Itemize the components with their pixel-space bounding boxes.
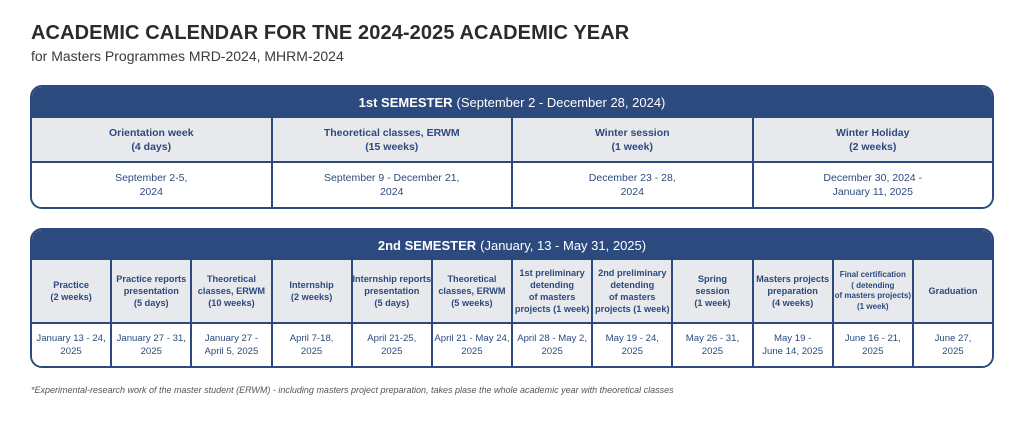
- period-date-line: 2025: [140, 346, 162, 357]
- period-name-cell: [754, 260, 834, 322]
- period-date-line: September 9 - December 21,: [324, 172, 460, 184]
- period-name-cell: [32, 118, 273, 161]
- period-date-cell: [513, 324, 593, 366]
- period-name-line: Masters projects: [756, 274, 830, 284]
- period-name-line: 2nd preliminary: [598, 268, 667, 278]
- semester-1-period-dates: [32, 163, 992, 207]
- semester-1-period-names: [32, 118, 992, 163]
- period-name-cell: [513, 260, 593, 322]
- period-date-line: January 11, 2025: [832, 186, 913, 198]
- period-name-line: Spring: [697, 274, 727, 284]
- semester-1-label: 1st SEMESTER: [358, 95, 453, 110]
- page-subtitle: for Masters Programmes MRD-2024, MHRM-2024: [31, 48, 344, 64]
- period-date-cell: [273, 163, 514, 207]
- semester-1-header: [32, 87, 992, 118]
- footnote: *Experimental-research work of the master student (ERWM) - including masters project preparation, takes plase the whole academic year with theoretical classes: [31, 385, 674, 395]
- period-name-line: Winter session: [594, 126, 670, 139]
- period-name-cell: [593, 260, 673, 322]
- period-name-line: projects (1 week): [514, 304, 590, 314]
- period-date-cell: [32, 324, 112, 366]
- period-name-line: (15 weeks): [365, 140, 419, 153]
- period-name-line: Practice: [53, 280, 89, 290]
- period-name-cell: [353, 260, 433, 322]
- period-date-line: April 21-25,: [367, 333, 417, 344]
- period-date-line: 2025: [300, 346, 323, 357]
- period-date-line: January 27 - 31,: [116, 333, 186, 344]
- period-name-line: of masters: [528, 292, 576, 302]
- period-date-line: 2025: [862, 346, 884, 357]
- period-name-line: Final certification: [839, 270, 906, 279]
- period-date-line: 2025: [621, 346, 643, 357]
- period-name-cell: [754, 118, 993, 161]
- period-date-cell: [433, 324, 513, 366]
- period-name-line: Graduation: [928, 286, 978, 296]
- period-date-line: May 26 - 31,: [685, 333, 740, 344]
- period-name-line: (2 weeks): [849, 140, 897, 153]
- period-name-cell: [834, 260, 914, 322]
- period-date-cell: [32, 163, 273, 207]
- period-name-line: preparation: [767, 286, 818, 296]
- period-date-line: December 30, 2024 -: [823, 172, 923, 184]
- period-date-line: June 16 - 21,: [844, 333, 901, 344]
- period-name-line: classes, ERWM: [197, 286, 266, 296]
- semester-2-label: 2nd SEMESTER: [377, 237, 477, 253]
- period-date-line: 2024: [380, 186, 404, 198]
- period-date-line: September 2-5,: [115, 172, 188, 184]
- period-date-line: 2025: [541, 346, 563, 357]
- period-date-cell: [112, 324, 192, 366]
- period-name-line: (1 week): [611, 140, 653, 153]
- period-name-cell: [914, 260, 992, 322]
- period-name-cell: [513, 118, 754, 161]
- period-date-cell: [192, 324, 272, 366]
- period-date-line: April 7-18,: [289, 333, 334, 344]
- period-name-line: (5 days): [374, 298, 410, 308]
- period-name-line: Practice reports: [116, 274, 187, 284]
- period-date-cell: [673, 324, 753, 366]
- period-date-line: April 28 - May 2,: [517, 333, 588, 344]
- period-name-line: of masters: [609, 292, 656, 302]
- period-date-line: June 27,: [934, 333, 972, 344]
- period-name-line: presentation: [364, 286, 420, 296]
- period-date-line: April 5, 2025: [204, 346, 259, 357]
- period-name-line: presentation: [123, 286, 179, 296]
- period-date-line: 2025: [942, 346, 964, 357]
- period-name-cell: [433, 260, 513, 322]
- period-date-line: 2025: [701, 346, 724, 357]
- period-name-line: 1st preliminary: [519, 268, 585, 278]
- period-date-line: May 19 -: [773, 333, 812, 344]
- period-name-line: session: [695, 286, 730, 296]
- period-date-line: 2024: [139, 186, 163, 198]
- period-date-cell: [353, 324, 433, 366]
- period-name-line: (4 days): [131, 140, 172, 153]
- period-name-line: Winter Holiday: [836, 126, 910, 139]
- period-name-line: Internship reports: [352, 274, 432, 284]
- period-name-line: Theoretical: [447, 274, 497, 284]
- period-name-line: (2 weeks): [290, 292, 333, 302]
- period-name-line: Theoretical classes, ERWM: [323, 126, 460, 139]
- period-name-cell: [273, 260, 353, 322]
- period-date-line: June 14, 2025: [762, 346, 824, 357]
- period-name-line: (5 weeks): [451, 298, 493, 308]
- period-name-line: detending: [530, 280, 575, 290]
- period-name-line: Orientation week: [108, 126, 194, 139]
- period-date-cell: [834, 324, 914, 366]
- period-name-cell: [112, 260, 192, 322]
- semester-2-period-names: [32, 260, 992, 324]
- period-name-line: of masters projects): [834, 291, 912, 300]
- period-name-line: (4 weeks): [771, 298, 814, 308]
- period-date-cell: [754, 163, 993, 207]
- period-name-line: ( detending: [851, 280, 895, 290]
- period-name-cell: [673, 260, 753, 322]
- period-name-line: (5 days): [133, 298, 169, 308]
- semester-2-dates: (January, 13 - May 31, 2025): [480, 237, 647, 253]
- page-title: ACADEMIC CALENDAR FOR TNE 2024-2025 ACADEMIC YEAR: [31, 22, 630, 44]
- period-name-cell: [32, 260, 112, 322]
- period-date-line: 2025: [60, 346, 82, 357]
- period-date-cell: [513, 163, 754, 207]
- semester-2-table: [30, 228, 994, 368]
- period-name-line: classes, ERWM: [438, 286, 506, 296]
- period-date-line: 2025: [381, 346, 403, 357]
- period-date-cell: [593, 324, 673, 366]
- period-name-cell: [273, 118, 514, 161]
- period-date-cell: [914, 324, 992, 366]
- semester-2-header: [32, 230, 992, 260]
- period-name-line: (1 week): [694, 298, 731, 308]
- period-date-line: January 13 - 24,: [36, 333, 106, 344]
- period-date-cell: [754, 324, 834, 366]
- period-name-line: projects (1 week): [595, 304, 670, 314]
- period-date-line: April 21 - May 24,: [434, 333, 510, 344]
- period-date-cell: [273, 324, 353, 366]
- period-name-line: detending: [610, 280, 655, 290]
- period-name-line: (2 weeks): [50, 292, 92, 302]
- period-date-line: May 19 - 24,: [605, 333, 659, 344]
- semester-1-table: [30, 85, 994, 209]
- semester-2-period-dates: [32, 324, 992, 366]
- period-name-line: Theoretical: [206, 274, 256, 284]
- period-name-line: (10 weeks): [208, 298, 255, 308]
- period-name-line: Internship: [289, 280, 334, 290]
- period-date-line: 2025: [461, 346, 483, 357]
- period-date-line: December 23 - 28,: [588, 172, 676, 184]
- period-date-line: January 27 -: [204, 333, 259, 344]
- period-name-line: (1 week): [857, 301, 889, 311]
- semester-1-dates: (September 2 - December 28, 2024): [456, 95, 666, 110]
- period-name-cell: [192, 260, 272, 322]
- period-date-line: 2024: [620, 186, 644, 198]
